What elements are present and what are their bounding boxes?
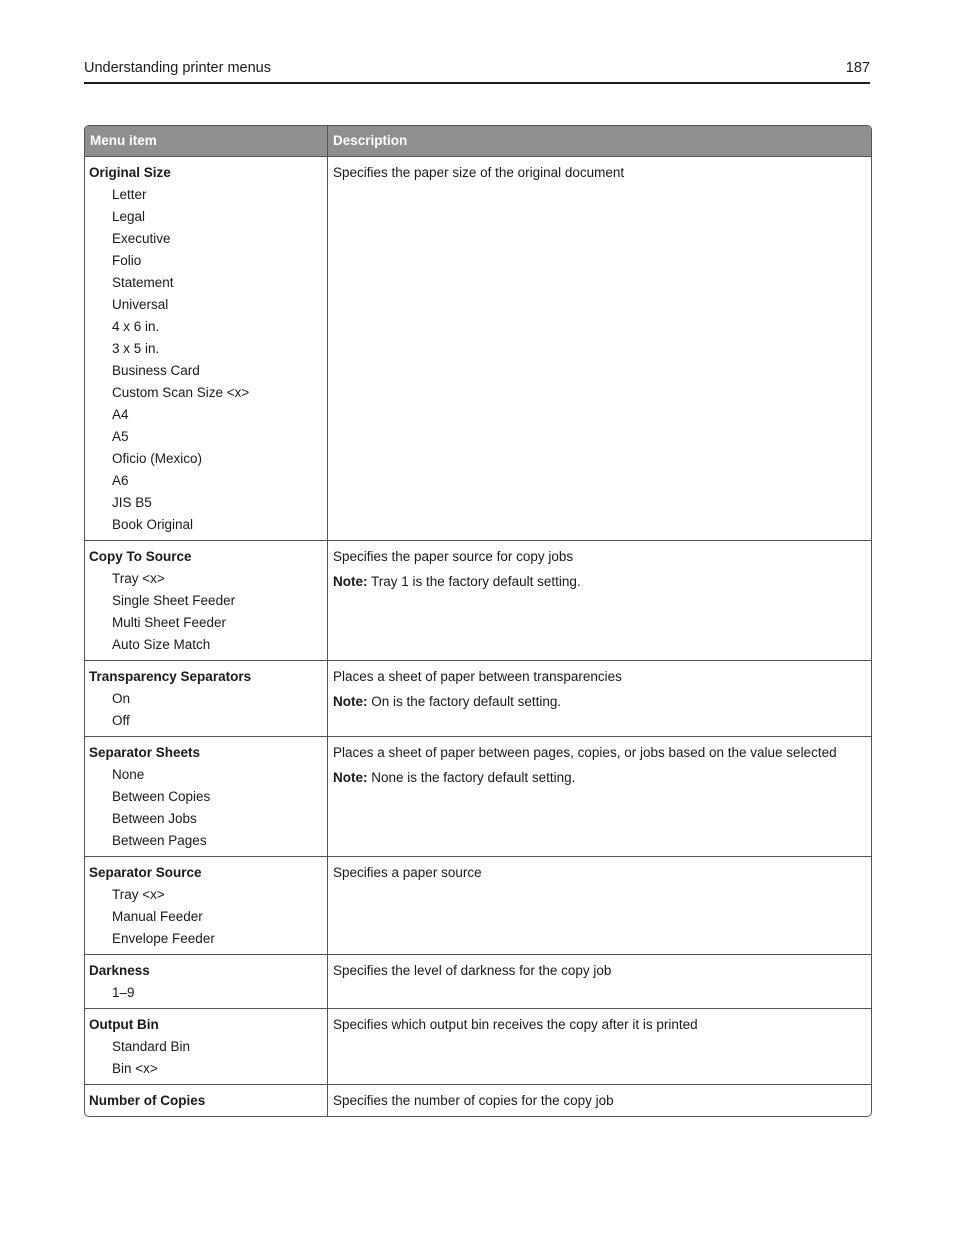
table-row (85, 156, 871, 540)
description-cell (328, 857, 871, 954)
note-label: Note: (333, 694, 368, 709)
menu-item-option: 3 x 5 in. (112, 341, 160, 356)
table-row (85, 1084, 871, 1116)
menu-item-option: On (112, 691, 131, 706)
menu-item-cell (85, 157, 328, 540)
menu-item-option: A6 (112, 473, 129, 488)
menu-item-cell (85, 1009, 328, 1084)
description-text: Specifies which output bin receives the copy after it is printed (333, 1017, 698, 1032)
menu-item-cell (85, 857, 328, 954)
menu-item-option: JIS B5 (112, 495, 152, 510)
table-row (85, 660, 871, 736)
menu-item-name: Original Size (89, 165, 171, 180)
menu-item-option: Folio (112, 253, 142, 268)
menu-item-option: Standard Bin (112, 1039, 191, 1054)
menu-item-cell (85, 737, 328, 856)
menu-item-option: Envelope Feeder (112, 931, 215, 946)
note-text: Tray 1 is the factory default setting. (367, 574, 581, 589)
description-cell (328, 661, 871, 736)
description-note (333, 767, 866, 789)
menu-item-name: Darkness (89, 963, 150, 978)
note-text: On is the factory default setting. (367, 694, 562, 709)
menu-item-option: Legal (112, 209, 146, 224)
menu-item-option: Executive (112, 231, 171, 246)
description-text: Places a sheet of paper between pages, copies, or jobs based on the value selected (333, 745, 837, 760)
description-text: Specifies a paper source (333, 865, 482, 880)
menu-item-name: Copy To Source (89, 549, 192, 564)
menu-item-option: A4 (112, 407, 129, 422)
menu-item-option: Letter (112, 187, 147, 202)
menu-item-option: Book Original (112, 517, 194, 532)
description-note (333, 691, 866, 713)
menu-item-cell (85, 541, 328, 660)
menu-item-name: Separator Sheets (89, 745, 201, 760)
menu-item-name: Number of Copies (89, 1093, 206, 1108)
column-header-menu-item: Menu item (85, 126, 328, 156)
table-body (85, 156, 871, 1116)
note-text: None is the factory default setting. (367, 770, 576, 785)
note-label: Note: (333, 770, 368, 785)
menu-item-option: Between Jobs (112, 811, 197, 826)
table-row (85, 1008, 871, 1084)
menu-item-option: Oficio (Mexico) (112, 451, 203, 466)
description-text: Specifies the level of darkness for the copy job (333, 963, 612, 978)
column-header-description: Description (333, 133, 408, 148)
menu-item-option: Tray <x> (112, 571, 165, 586)
table-row (85, 954, 871, 1008)
menu-item-option: Single Sheet Feeder (112, 593, 236, 608)
menu-item-cell (85, 1085, 328, 1116)
menu-item-cell (85, 955, 328, 1008)
page-title: Understanding printer menus (84, 60, 271, 76)
description-cell (328, 1009, 871, 1084)
description-cell (328, 157, 871, 540)
menu-item-option: Between Copies (112, 789, 211, 804)
menu-item-name: Transparency Separators (89, 669, 252, 684)
description-cell (328, 1085, 871, 1116)
table-row (85, 856, 871, 954)
table-row (85, 540, 871, 660)
menu-item-name: Separator Source (89, 865, 202, 880)
page-header (84, 60, 870, 84)
description-text: Places a sheet of paper between transparencies (333, 669, 622, 684)
menu-item-option: None (112, 767, 145, 782)
note-label: Note: (333, 574, 368, 589)
menu-item-option: 1–9 (112, 985, 135, 1000)
page-number: 187 (845, 60, 870, 76)
description-text: Specifies the paper size of the original document (333, 165, 625, 180)
description-cell (328, 737, 871, 856)
menu-item-option: Statement (112, 275, 174, 290)
description-text: Specifies the paper source for copy jobs (333, 549, 574, 564)
table-header (85, 126, 871, 156)
menu-item-cell (85, 661, 328, 736)
menu-item-option: Between Pages (112, 833, 207, 848)
menu-item-option: Custom Scan Size <x> (112, 385, 250, 400)
menu-item-option: Bin <x> (112, 1061, 158, 1076)
menu-item-name: Output Bin (89, 1017, 159, 1032)
description-note (333, 571, 866, 593)
menu-table (84, 125, 872, 1117)
table-row (85, 736, 871, 856)
description-text: Specifies the number of copies for the copy job (333, 1093, 614, 1108)
menu-item-option: A5 (112, 429, 129, 444)
description-cell (328, 541, 871, 660)
menu-item-option: Tray <x> (112, 887, 165, 902)
menu-item-option: Universal (112, 297, 169, 312)
menu-item-option: 4 x 6 in. (112, 319, 160, 334)
menu-item-option: Manual Feeder (112, 909, 203, 924)
description-cell (328, 955, 871, 1008)
menu-item-option: Business Card (112, 363, 200, 378)
menu-item-option: Auto Size Match (112, 637, 211, 652)
menu-item-option: Off (112, 713, 130, 728)
menu-item-option: Multi Sheet Feeder (112, 615, 227, 630)
